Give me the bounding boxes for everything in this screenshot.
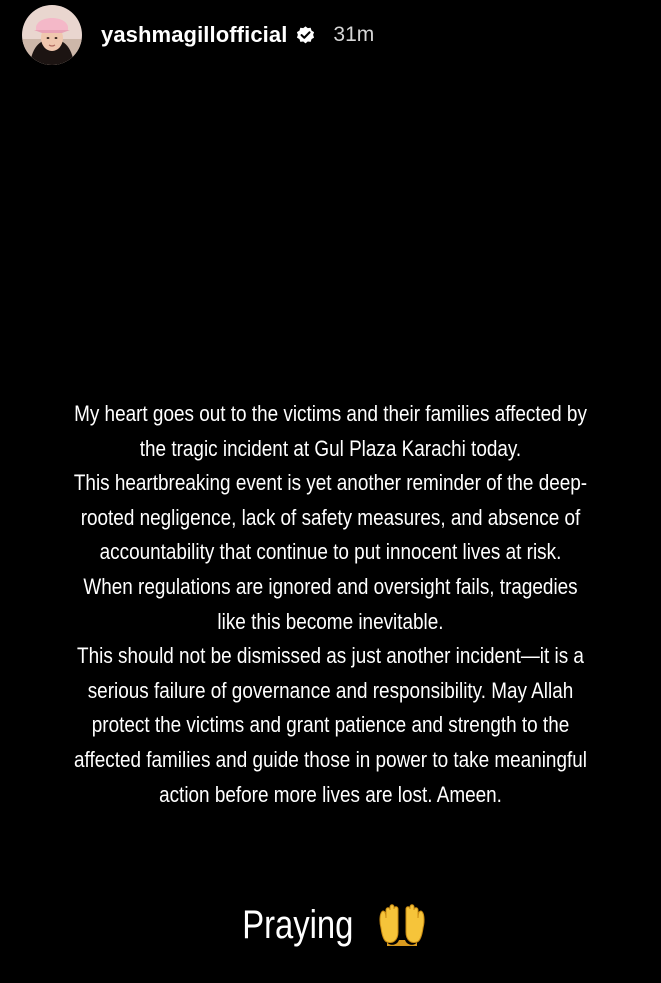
story-message bbox=[18, 397, 643, 812]
story-timestamp: 31m bbox=[333, 23, 375, 46]
message-line: rooted negligence, lack of safety measures, and absence of bbox=[80, 504, 581, 530]
message-line: protect the victims and grant patience and strength to the bbox=[91, 712, 570, 738]
praying-hands-icon bbox=[373, 902, 431, 948]
message-line: action before more lives are lost. Ameen. bbox=[159, 781, 502, 807]
username-link[interactable]: yashmagillofficial bbox=[101, 22, 288, 47]
story-header bbox=[22, 4, 374, 66]
praying-text: Praying bbox=[242, 903, 354, 948]
verified-badge-icon bbox=[295, 25, 316, 46]
message-line: like this become inevitable. bbox=[217, 608, 444, 634]
message-line: When regulations are ignored and oversight fails, tragedies bbox=[83, 573, 578, 599]
profile-avatar-icon[interactable] bbox=[22, 5, 82, 65]
message-line: the tragic incident at Gul Plaza Karachi today. bbox=[139, 435, 522, 461]
message-line: affected families and guide those in power to take meaningful bbox=[74, 746, 587, 772]
message-line: This heartbreaking event is yet another reminder of the deep- bbox=[73, 470, 588, 496]
message-line: accountability that continue to put innocent lives at risk. bbox=[99, 539, 562, 565]
message-line: My heart goes out to the victims and their families affected by bbox=[74, 401, 587, 426]
message-line: This should not be dismissed as just another incident—it is a bbox=[77, 643, 584, 669]
message-line: serious failure of governance and responsibility. May Allah bbox=[87, 677, 574, 703]
closing-line bbox=[0, 898, 661, 950]
